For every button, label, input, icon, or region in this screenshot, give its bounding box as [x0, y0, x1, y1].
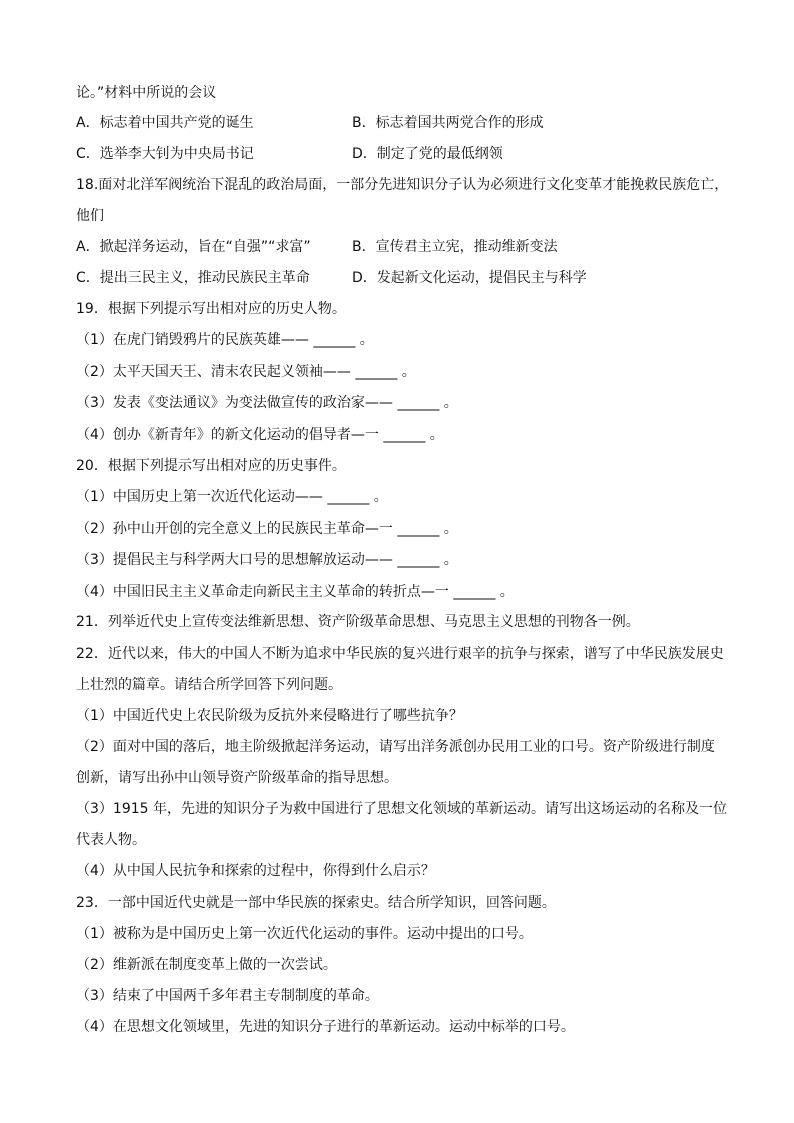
q17-option-d: D．制定了党的最低纲领	[352, 146, 503, 162]
q22-item-3-cont: 代表人物。	[76, 832, 146, 848]
q23-stem: 23．一部中国近代史就是一部中华民族的探索史。结合所学知识，回答问题。	[76, 895, 556, 911]
q17-option-b: B．标志着国共两党合作的形成	[352, 115, 544, 131]
q20-stem: 20．根据下列提示写出相对应的历史事件。	[76, 458, 346, 474]
q22-stem-cont: 上壮烈的篇章。请结合所学回答下列问题。	[76, 677, 342, 693]
q19-item-4: （4）创办《新青年》的新文化运动的倡导者—一 ______ 。	[76, 427, 444, 443]
q18-option-a: A．掀起洋务运动，旨在“自强”“求富”	[76, 239, 311, 255]
q18-stem: 18.面对北洋军阀统治下混乱的政治局面，一部分先进知识分子认为必须进行文化变革才能挽救民族危亡，	[76, 177, 729, 193]
q19-item-3: （3）发表《变法通议》为变法做宣传的政治家—— ______ 。	[76, 395, 458, 411]
q19-item-2: （2）太平天国天王、清末农民起义领袖—— ______ 。	[76, 364, 416, 380]
q23-item-3: （3）结束了中国两千多年君主专制制度的革命。	[76, 988, 379, 1004]
q22-item-4: （4）从中国人民抗争和探索的过程中，你得到什么启示？	[76, 863, 435, 879]
q18-option-d: D．发起新文化运动，提倡民主与科学	[352, 270, 587, 286]
q20-item-3: （3）提倡民主与科学两大口号的思想解放运动—— ______ 。	[76, 552, 458, 568]
q23-item-2: （2）维新派在制度变革上做的一次尝试。	[76, 957, 337, 973]
q23-item-4: （4）在思想文化领域里，先进的知识分子进行的革新运动。运动中标举的口号。	[76, 1019, 575, 1035]
q17-stem-tail: 论。”材料中所说的会议	[76, 85, 217, 101]
q19-stem: 19．根据下列提示写出相对应的历史人物。	[76, 301, 346, 317]
q20-item-1: （1）中国历史上第一次近代化运动—— ______ 。	[76, 489, 388, 505]
q23-item-1: （1）被称为是中国历史上第一次近代化运动的事件。运动中提出的口号。	[76, 926, 533, 942]
q22-item-3: （3）1915 年，先进的知识分子为救中国进行了思想文化领域的革新运动。请写出这场运动的名称及一位	[76, 801, 727, 817]
q18-option-b: B．宣传君主立宪，推动维新变法	[352, 239, 558, 255]
q22-item-2: （2）面对中国的落后，地主阶级掀起洋务运动，请写出洋务派创办民用工业的口号。资产阶级进行制度	[76, 739, 715, 755]
q20-item-2: （2）孙中山开创的完全意义上的民族民主革命—一 ______ 。	[76, 521, 458, 537]
q19-item-1: （1）在虎门销毁鸦片的民族英雄—— ______ 。	[76, 332, 374, 348]
q21-stem: 21．列举近代史上宣传变法维新思想、资产阶级革命思想、马克思主义思想的刊物各一例。	[76, 614, 640, 630]
q22-item-2-cont: 创新，请写出孙中山领导资产阶级革命的指导思想。	[76, 770, 398, 786]
q18-option-c: C．提出三民主义，推动民族民主革命	[76, 270, 310, 286]
q17-option-a: A．标志着中国共产党的诞生	[76, 115, 254, 131]
q17-option-c: C．选举李大钊为中央局书记	[76, 146, 254, 162]
q18-stem-cont: 他们	[76, 208, 104, 224]
q22-item-1: （1）中国近代史上农民阶级为反抗外来侵略进行了哪些抗争？	[76, 708, 463, 724]
q20-item-4: （4）中国旧民主主义革命走向新民主主义革命的转折点—一 ______ 。	[76, 584, 514, 600]
q22-stem: 22．近代以来，伟大的中国人不断为追求中华民族的复兴进行艰辛的抗争与探索，谱写了中华民族发展史	[76, 646, 724, 662]
